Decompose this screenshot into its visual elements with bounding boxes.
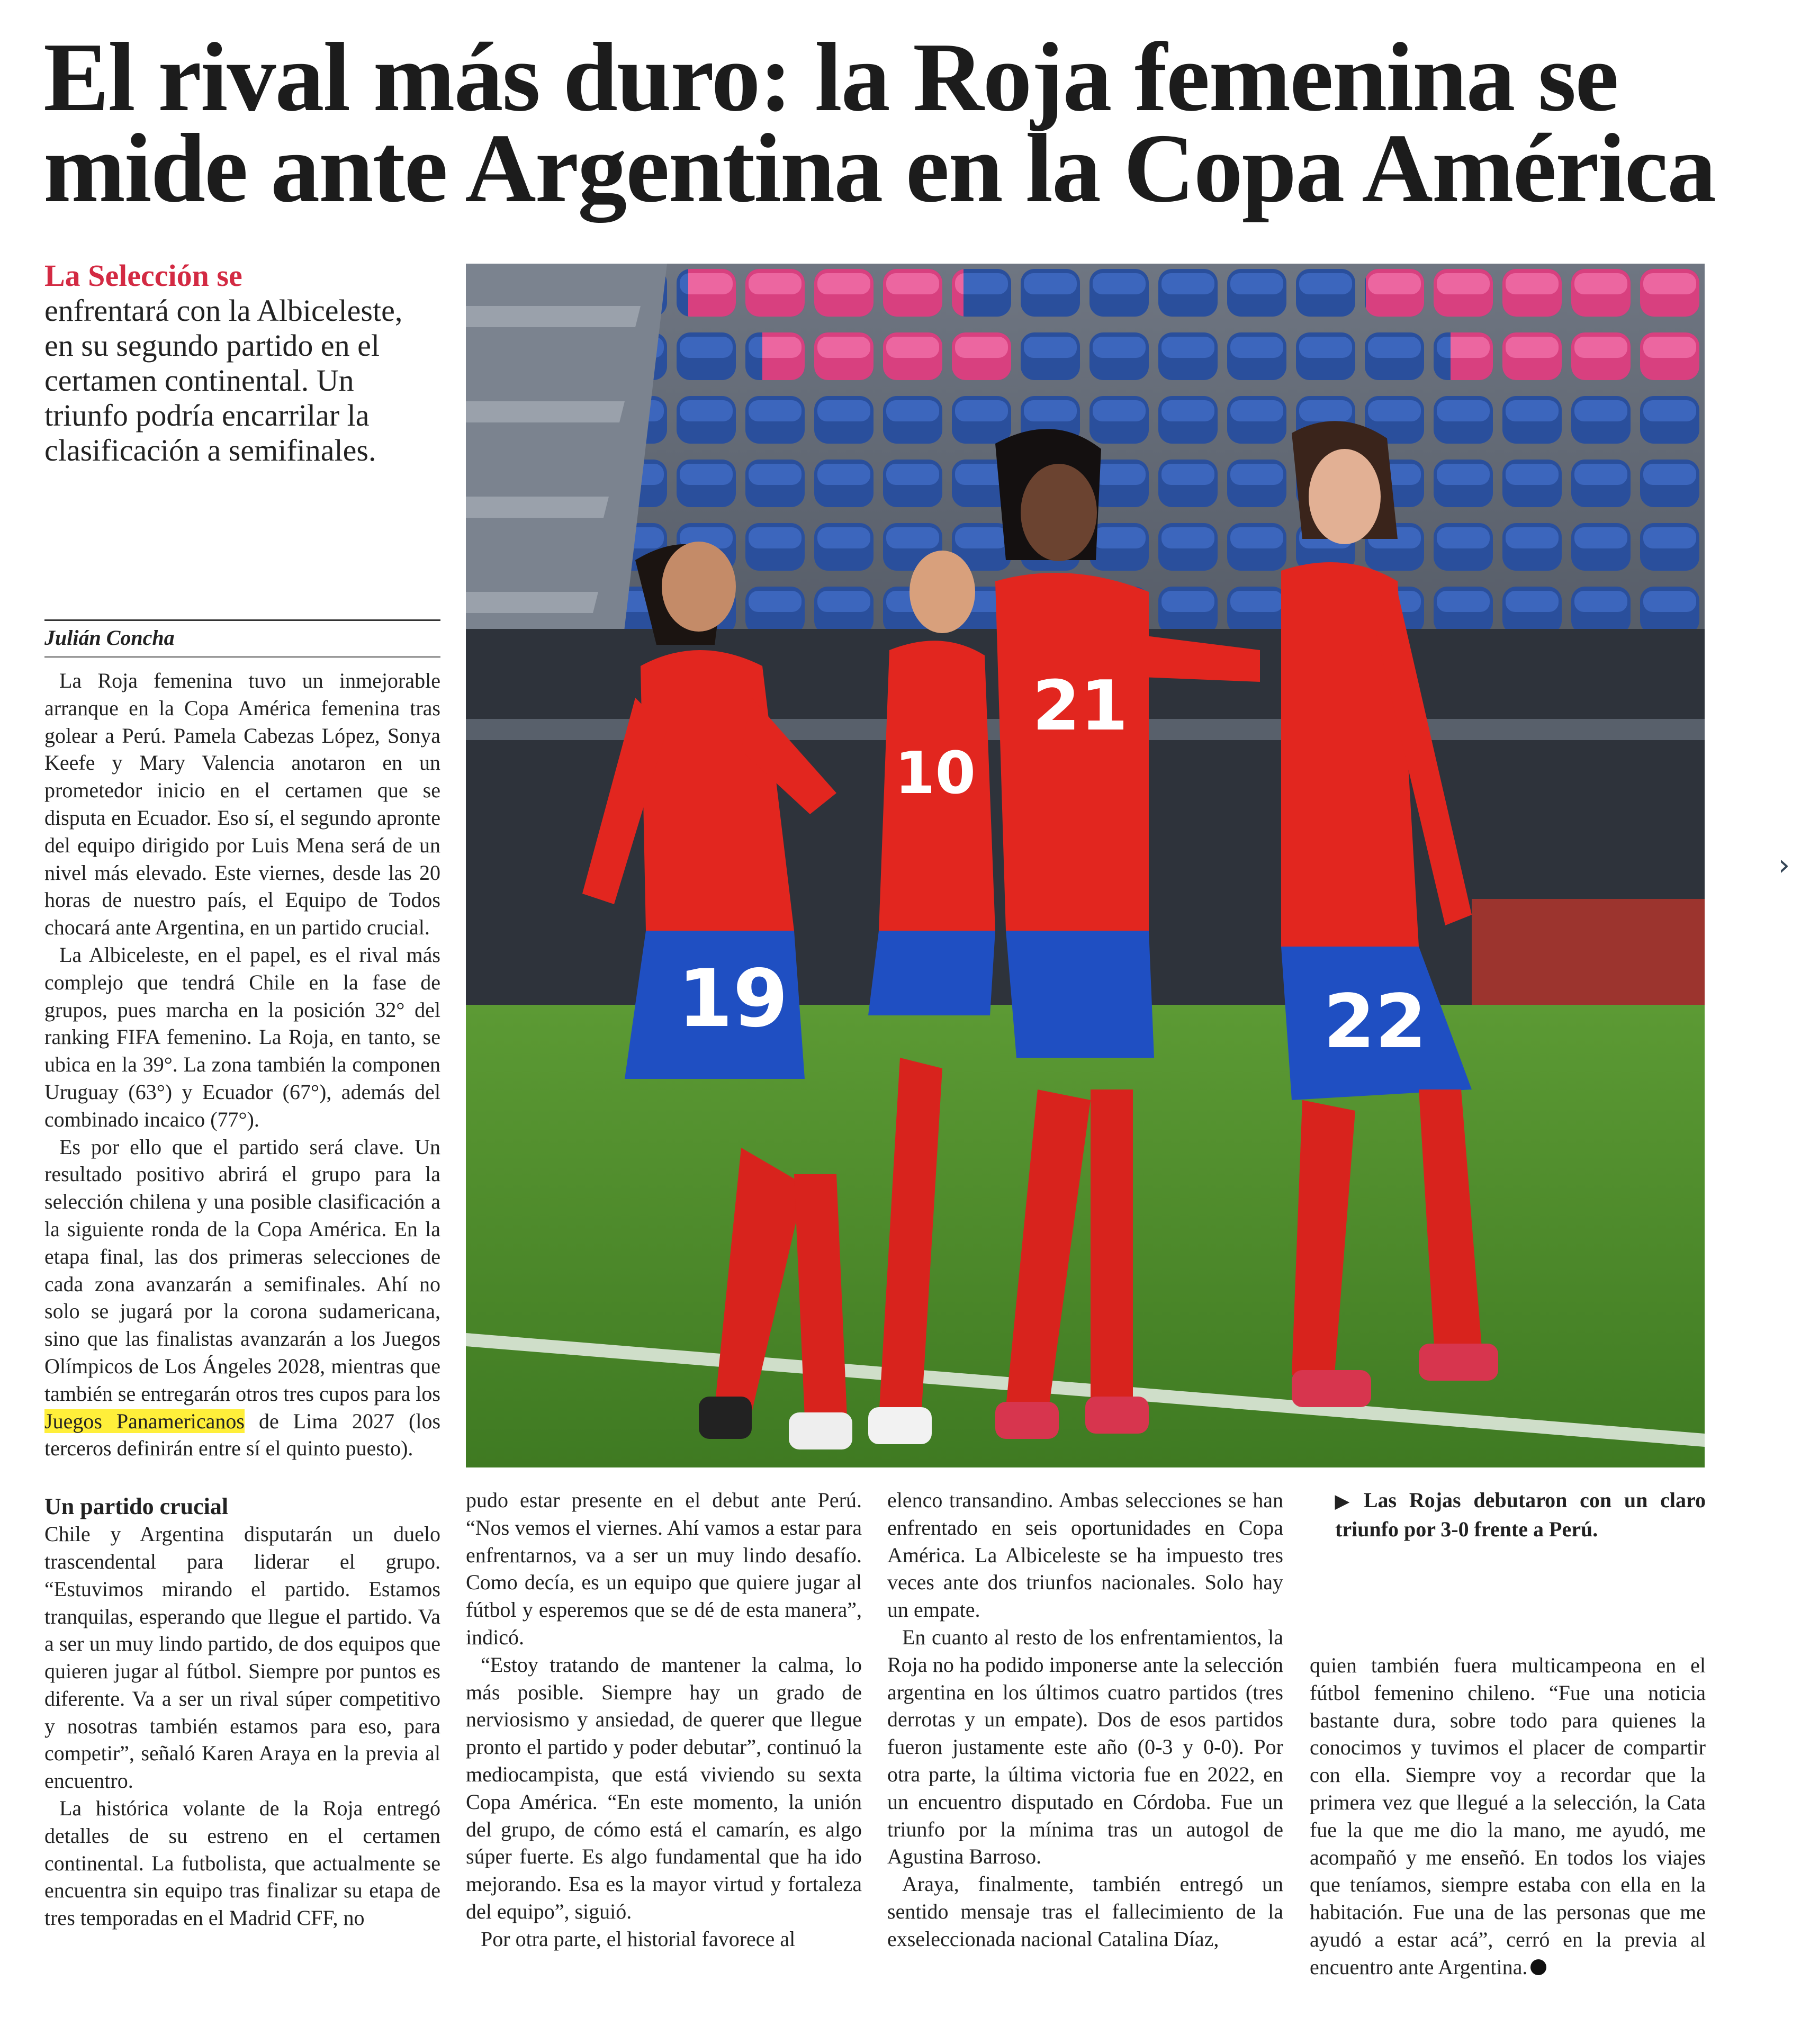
body-paragraph [1310,1652,1706,1981]
byline-divider [44,656,440,658]
body-text: de Lima 2027 (los terceros definirán entre sí el quinto puesto). [44,1409,441,1461]
article-photo [466,264,1705,1467]
body-paragraph: La Roja femenina tuvo un inmejorable arranque en la Copa América femenina tras golear a Perú. Pamela Cabezas López, Sonya Keefe y Mary Valencia anotaron en un prometedor inicio en el certamen que se disputa en Ecuador. Eso sí, el segundo apronte del equipo dirigido por Luis Mena será de un nivel más elevado. Este viernes, desde las 20 horas de nuestro país, el Equipo de Todos chocará ante Argentina, en un partido crucial. [44,669,440,940]
caption-text: Las Rojas debutaron con un claro triunfo por 3-0 frente a Perú. [1335,1488,1706,1541]
jersey-number-21: 21 [1032,665,1128,746]
jersey-number-22: 22 [1323,979,1427,1065]
jersey-number-10: 10 [895,739,976,807]
lead-text: enfrentará con la Albiceleste, en su segundo partido en el certamen continental. Un triunfo podría encarrilar la clasificación a semifinales. [44,293,403,467]
article-column-2 [466,1487,862,1953]
body-text: Es por ello que el partido será clave. Un resultado positivo abrirá el grupo para la selección chilena y una posible clasificación a la siguiente ronda de la Copa América. En la etapa final, las dos primeras selecciones de cada zona avanzarán a semifinales. Ahí no solo se jugará por la corona sudamericana, sino que las finalistas avanzarán a los Juegos Olímpicos de Los Ángeles 2028, mientras que también se entregarán otros tres cupos para los [44,1134,440,1406]
body-paragraph: Araya, finalmente, también entregó un sentido mensaje tras el fallecimiento de la exseleccionada nacional Catalina Díaz, [887,1872,1283,1951]
byline: Julián Concha [44,619,440,652]
article-column-1 [44,667,440,1932]
body-paragraph: elenco transandino. Ambas selecciones se han enfrentado en seis oportunidades en Copa América. La Albiceleste se ha impuesto tres veces ante dos triunfos nacionales. Solo hay un empate. [887,1488,1283,1622]
body-paragraph: “Estoy tratando de mantener la calma, lo más posible. Siempre hay un grado de nerviosismo y ansiedad, de querer que llegue pronto el partido y poder debutar”, continuó la mediocampista, que está viviendo su sexta Copa América. “En este momento, la unión del grupo, de cómo está el camarín, es algo súper fuerte. Es algo fundamental que ha ido mejorando. Esa es la mayor virtud y fortaleza del equipo”, siguió. [466,1652,862,1923]
body-paragraph: La histórica volante de la Roja entregó detalles de su estreno en el certamen continental. La futbolista, que actualmente se encuentra sin equipo tras finalizar su etapa de tres temporadas en el Madrid CFF, no [44,1796,440,1930]
body-paragraph: En cuanto al resto de los enfrentamientos, la Roja no ha podido imponerse ante la selección argentina en los últimos cuatro partidos (tres derrotas y un empate). Dos de esos partidos fueron justamente este año (0-3 y 0-0). Por otra parte, la última victoria fue en 2022, en un encuentro disputado en Córdoba. Fue un triunfo por la mínima tras un autogol de Agustina Barroso. [887,1625,1283,1869]
article-column-3 [887,1487,1283,1953]
lead-paragraph [44,258,415,468]
photo-caption [1335,1487,1706,1543]
body-paragraph: pudo estar presente en el debut ante Perú. “Nos vemos el viernes. Ahí vamos a estar para enfrentarnos, va a ser un muy lindo desafío. Como decía, es un equipo que quiere jugar al fútbol y esperemos que se dé de esta manera”, indicó. [466,1488,862,1649]
body-text: La Albiceleste, en el papel, es el rival más complejo que tendrá Chile en la fase de grupos, pues marcha en la posición 32° del ranking FIFA femenino. La Roja, en tanto, se ubica en la 39°. La zona también la componen Uruguay (63°) y Ecuador (67°), además del combinado incaico (77°). [44,942,440,1131]
body-paragraph [44,1133,440,1463]
chevron-right-icon[interactable]: › [1778,848,1790,883]
article-column-4 [1310,1652,1706,1981]
body-paragraph [44,941,440,1133]
headline: El rival más duro: la Roja femenina se mide ante Argentina en la Copa América [43,23,1716,223]
triangle-right-icon: ▶ [1335,1492,1356,1511]
jersey-number-19: 19 [678,953,788,1045]
lead-kicker: La Selección se [44,258,242,293]
body-paragraph: Chile y Argentina disputarán un duelo trascendental para liderar el grupo. “Estuvimos mirando el partido. Estamos tranquilas, esperando que llegue el partido. Va a ser un muy lindo partido, de dos equipos que quieren jugar al fútbol. Siempre por puntos es diferente. Va a ser un rival súper competitivo y nosotras también estamos para eso, para competir”, señaló Karen Araya en la previa al encuentro. [44,1522,440,1793]
body-paragraph: Por otra parte, el historial favorece al [481,1926,796,1951]
end-mark-icon [1530,1959,1546,1975]
subheading: Un partido crucial [44,1493,229,1520]
highlighted-text: Juegos Panamericanos [44,1409,245,1433]
body-text: quien también fuera multicampeona en el fútbol femenino chileno. “Fue una noticia bastante dura, sobre todo para quienes la conocimos y tuvimos el placer de compartir con ella. Siempre voy a recordar que la primera vez que llegué a la selección, la Cata fue la que me dio la mano, me ayudó, me acompañó y me enseñó. En todos los viajes que teníamos, siempre estaba con ella en la habitación. Fue una de las personas que me ayudó a estar acá”, cerró en la previa al encuentro ante Argentina. [1310,1653,1706,1979]
